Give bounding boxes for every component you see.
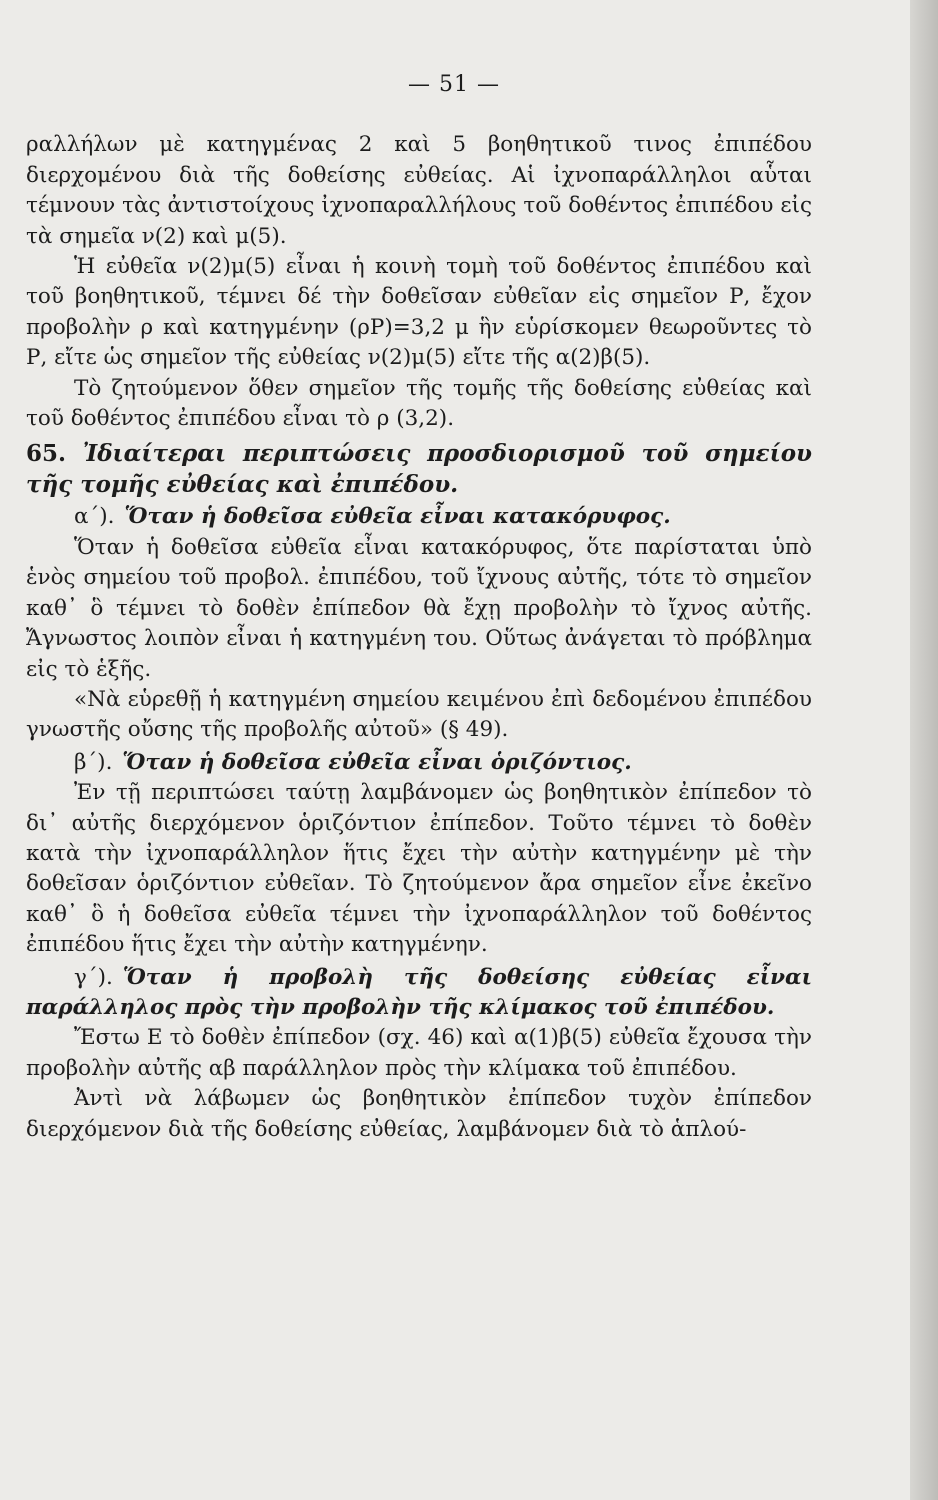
section-heading <box>26 438 812 500</box>
page-content <box>26 70 812 1145</box>
paragraph: «Νὰ εὑρεθῇ ἡ κατηγμένη σημείου κειμένου ἐπὶ δεδομένου ἐπιπέδου γνωστῆς οὔσης τῆς προβολῆς αὐτοῦ» (§ 49). <box>26 686 812 743</box>
paragraph: ραλλήλων μὲ κατηγμένας 2 καὶ 5 βοηθητικοῦ τινος ἐπιπέδου διερχομένου διὰ τῆς δοθείσης εὐθείας. Αἱ ἰχνοπαράλληλοι αὗται τέμνουν τὰς ἀντιστοίχους ἰχνοπαραλλήλους τοῦ δοθέντος ἐπιπέδου εἰς τὰ σημεῖα ν(2) καὶ μ(5). <box>26 132 812 249</box>
paragraph: Ὅταν ἡ δοθεῖσα εὐθεῖα εἶναι κατακόρυφος, ὅτε παρίσταται ὑπὸ ἑνὸς σημείου τοῦ προβολ. ἐπιπέδου, τοῦ ἴχνους αὐτῆς, τότε τὸ σημεῖον καθ᾽ ὃ τέμνει τὸ δοθὲν ἐπίπεδον θὰ ἔχῃ προβολὴν τὸ ἴχνος αὐτῆς. Ἄγνωστος λοιπὸν εἶναι ἡ κατηγμένη του. Οὕτως ἀνάγεται τὸ πρόβλημα εἰς τὸ ἑξῆς. <box>26 534 812 682</box>
paragraph: Ἐν τῇ περιπτώσει ταύτῃ λαμβάνομεν ὡς βοηθητικὸν ἐπίπεδον τὸ δι᾽ αὐτῆς διερχόμενον ὁριζόντιον ἐπίπεδον. Τοῦτο τέμνει τὸ δοθὲν κατὰ τὴν ἰχνοπαράλληλον ἥτις ἔχει τὴν αὐτὴν κατηγμένην μὲ τὴν δοθεῖσαν ὁριζόντιον εὐθεῖαν. Τὸ ζητούμενον ἄρα σημεῖον εἶνε ἐκεῖνο καθ᾽ ὃ ἡ δοθεῖσα εὐθεῖα τέμνει τὴν ἰχνοπαράλληλον τοῦ δοθέντος ἐπιπέδου ἥτις ἔχει τὴν αὐτὴν κατηγμένην. <box>26 780 812 958</box>
paragraph: Ἔστω Ε τὸ δοθὲν ἐπίπεδον (σχ. 46) καὶ α(1)β(5) εὐθεῖα ἔχουσα τὴν προβολὴν αὐτῆς αβ παράλληλον πρὸς τὴν κλίμακα τοῦ ἐπιπέδου. <box>26 1025 812 1081</box>
paragraph: Τὸ ζητούμενον ὅθεν σημεῖον τῆς τομῆς τῆς δοθείσης εὐθείας καὶ τοῦ δοθέντος ἐπιπέδου εἶναι τὸ ρ (3,2). <box>26 375 812 432</box>
case-marker: β΄). <box>74 749 113 775</box>
case-heading <box>26 748 812 778</box>
case-marker: γ΄). <box>74 964 113 990</box>
page-number: — 51 — <box>408 72 500 97</box>
case-title: Ὅταν ἡ δοθεῖσα εὐθεῖα εἶναι κατακόρυφος. <box>124 504 671 530</box>
case-heading <box>26 963 812 1024</box>
case-heading <box>26 502 812 532</box>
paragraph: Ἀντὶ νὰ λάβωμεν ὡς βοηθητικὸν ἐπίπεδον τυχὸν ἐπίπεδον διερχόμενον διὰ τῆς δοθείσης εὐθείας, λαμβάνομεν διὰ τὸ ἁπλού- <box>26 1086 812 1142</box>
page-edge <box>910 0 938 1500</box>
section-title: Ἰδιαίτεραι περιπτώσεις προσδιορισμοῦ τοῦ σημείου τῆς τομῆς εὐθείας καὶ ἐπιπέδου. <box>26 440 812 499</box>
paragraph: Ἡ εὐθεῖα ν(2)μ(5) εἶναι ἡ κοινὴ τομὴ τοῦ δοθέντος ἐπιπέδου καὶ τοῦ βοηθητικοῦ, τέμνει δέ τὴν δοθεῖσαν εὐθεῖαν εἰς σημεῖον Ρ, ἔχον προβολὴν ρ καὶ κατηγμένην (ρΡ)=3,2 μ ἣν εὑρίσκομεν θεωροῦντες τὸ Ρ, εἴτε ὡς σημεῖον τῆς εὐθείας ν(2)μ(5) εἴτε τῆς α(2)β(5). <box>26 254 812 371</box>
case-title: Ὅταν ἡ δοθεῖσα εὐθεῖα εἶναι ὁριζόντιος. <box>122 749 632 775</box>
case-marker: α΄). <box>74 504 115 530</box>
case-title: Ὅταν ἡ προβολὴ τῆς δοθείσης εὐθείας εἶναι παράλληλος πρὸς τὴν προβολὴν τῆς κλίμακος τοῦ ἐπιπέδου. <box>26 964 812 1020</box>
section-number: 65. <box>26 440 67 468</box>
